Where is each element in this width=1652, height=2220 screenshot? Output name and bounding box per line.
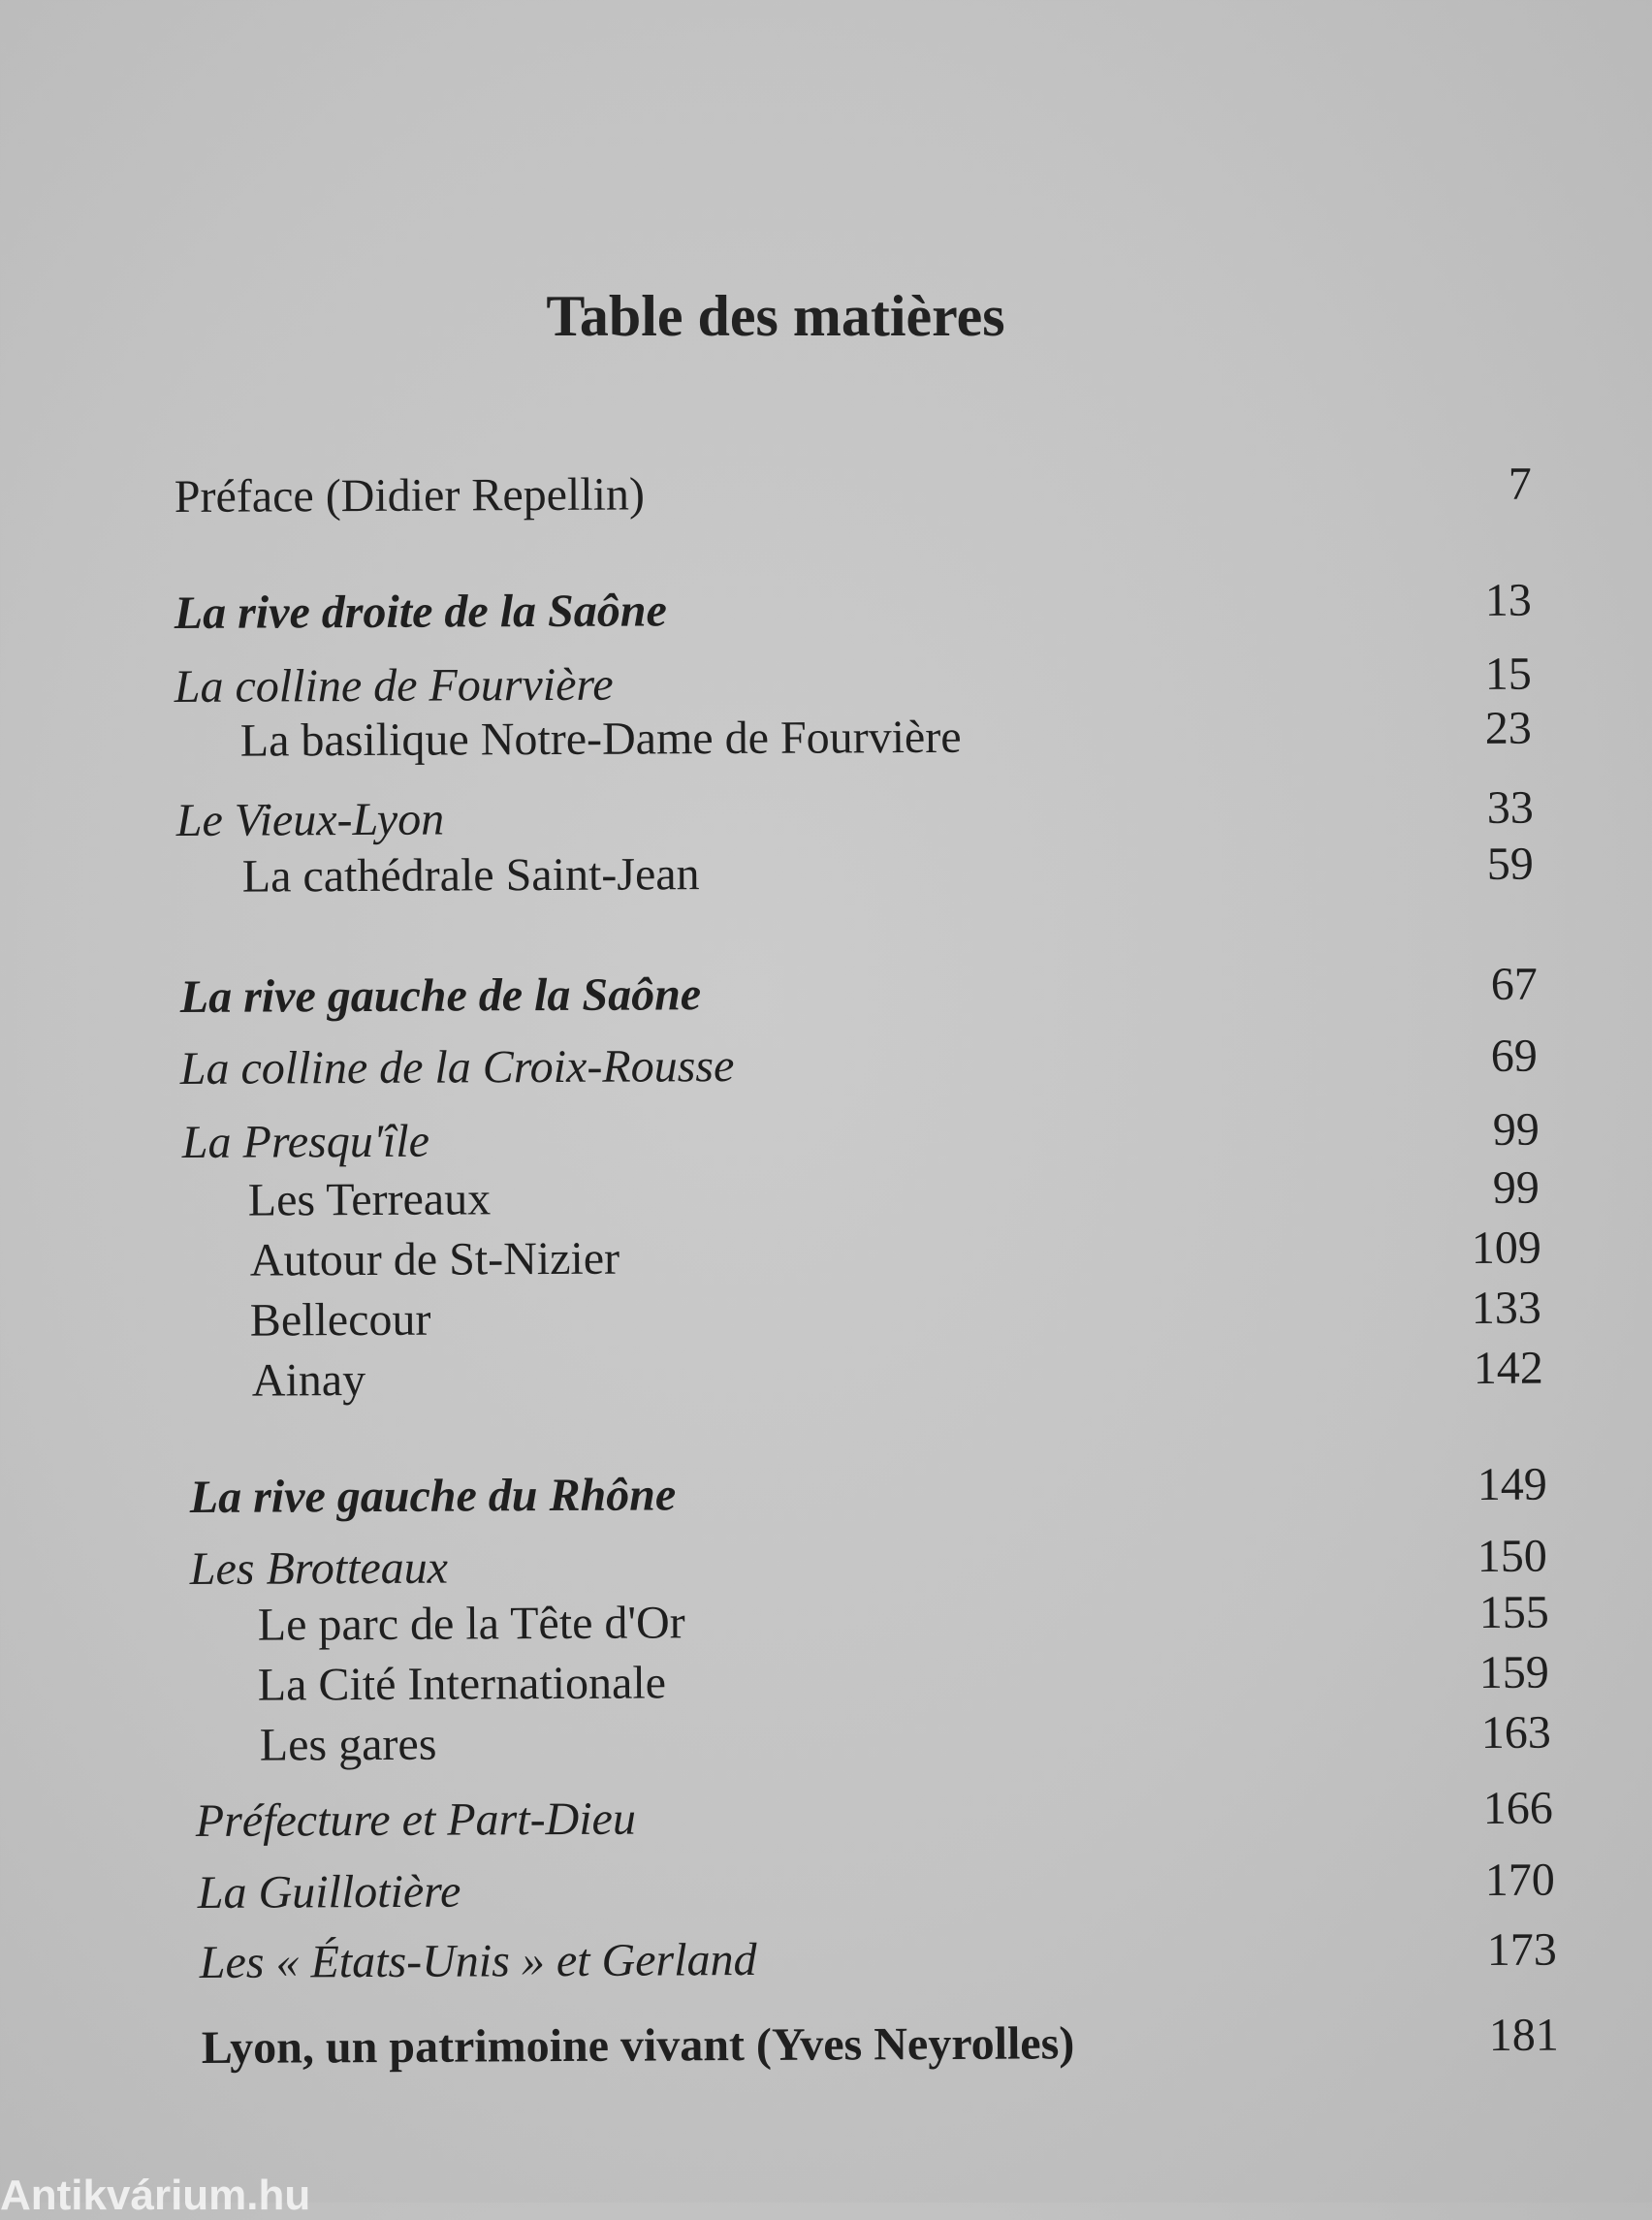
- toc-entry-title: La Cité Internationale: [257, 1657, 667, 1711]
- toc-entry-title: Le Vieux-Lyon: [175, 793, 445, 846]
- toc-entry-page: 142: [1473, 1342, 1543, 1395]
- toc-entry-title: La basilique Notre-Dame de Fourvière: [239, 711, 962, 767]
- toc-entry-page: 13: [1484, 574, 1532, 626]
- toc-entry-guillotiere: [198, 1855, 1555, 1919]
- toc-section-rive-gauche-saone: [180, 959, 1538, 1024]
- toc-entry-bellecour: [184, 1283, 1541, 1348]
- toc-entry-brotteaux: [190, 1531, 1547, 1596]
- toc-entry-page: 149: [1477, 1458, 1547, 1511]
- toc-entry-page: 159: [1478, 1646, 1549, 1699]
- toc-entry-terreaux: [182, 1162, 1540, 1227]
- toc-section-rive-gauche-rhone: [190, 1459, 1547, 1524]
- toc-entry-page: 173: [1486, 1923, 1557, 1977]
- toc-entry-title: La colline de Fourvière: [174, 658, 614, 713]
- toc-entry-gares: [194, 1707, 1551, 1772]
- toc-entry-title: La rive gauche du Rhône: [189, 1469, 677, 1523]
- toc-entry-page: 170: [1484, 1854, 1555, 1907]
- toc-entry-title: La colline de la Croix-Rousse: [179, 1040, 735, 1094]
- toc-entry-page: 7: [1508, 458, 1532, 510]
- toc-entry-etats-unis-gerland: [200, 1924, 1557, 1989]
- toc-entry-title: Les gares: [259, 1718, 437, 1771]
- toc-entry-title: La Presqu'île: [181, 1115, 430, 1168]
- toc-entry-page: 166: [1482, 1782, 1553, 1835]
- toc-entry-page: 99: [1492, 1103, 1540, 1156]
- toc-entry-page: 150: [1477, 1530, 1547, 1583]
- toc-entry-basilique: [175, 703, 1532, 768]
- toc-entry-patrimoine-vivant: [202, 2010, 1559, 2075]
- toc-entry-st-nizier: [184, 1222, 1541, 1287]
- toc-entry-page: 67: [1490, 958, 1538, 1010]
- toc-entry-page: 59: [1486, 838, 1534, 890]
- toc-entry-title: Les « États-Unis » et Gerland: [199, 1933, 757, 1988]
- toc-entry-title: La rive gauche de la Saône: [179, 968, 702, 1023]
- toc-entry-title: La cathédrale Saint-Jean: [241, 848, 700, 903]
- toc-entry-vieux-lyon: [176, 782, 1534, 847]
- toc-entry-title: Le parc de la Tête d'Or: [257, 1597, 685, 1651]
- page-title: Table des matières: [546, 284, 1005, 348]
- toc-entry-page: 155: [1478, 1586, 1549, 1639]
- toc-entry-presquile: [182, 1104, 1540, 1169]
- toc-entry-title: La Guillotière: [197, 1865, 461, 1919]
- toc-entry-title: Ainay: [251, 1354, 366, 1407]
- toc-entry-page: 133: [1471, 1282, 1541, 1335]
- toc-entry-page: 109: [1471, 1221, 1541, 1275]
- toc-entry-tete-dor: [192, 1587, 1549, 1652]
- toc-entry-title: La rive droite de la Saône: [174, 585, 667, 639]
- toc-entry-preface: [175, 459, 1532, 523]
- toc-entry-cathedrale: [176, 839, 1534, 904]
- toc-entry-title: Autour de St-Nizier: [249, 1232, 620, 1286]
- toc-entry-title: Les Terreaux: [247, 1173, 492, 1226]
- toc-entry-title: Préface (Didier Repellin): [174, 468, 646, 523]
- toc-entry-page: 33: [1486, 781, 1534, 834]
- toc-entry-title: Préfecture et Part-Dieu: [195, 1792, 637, 1847]
- toc-entry-ainay: [186, 1343, 1543, 1408]
- toc-entry-page: 15: [1484, 648, 1532, 700]
- toc-entry-cite-internationale: [192, 1647, 1549, 1712]
- watermark: Antikvárium.hu: [0, 2172, 311, 2219]
- toc-entry-page: 163: [1480, 1706, 1551, 1760]
- toc-entry-croix-rousse: [180, 1031, 1538, 1095]
- toc-entry-title: Lyon, un patrimoine vivant (Yves Neyrolles): [201, 2017, 1075, 2074]
- toc-entry-page: 69: [1490, 1030, 1538, 1082]
- toc-entry-page: 181: [1488, 2009, 1559, 2062]
- toc-entry-page: 23: [1484, 702, 1532, 754]
- toc-entry-title: Bellecour: [249, 1293, 431, 1347]
- toc-entry-part-dieu: [196, 1783, 1553, 1848]
- toc-entry-title: Les Brotteaux: [189, 1541, 449, 1595]
- toc-section-rive-droite-saone: [175, 575, 1532, 640]
- toc-entry-page: 99: [1492, 1161, 1540, 1214]
